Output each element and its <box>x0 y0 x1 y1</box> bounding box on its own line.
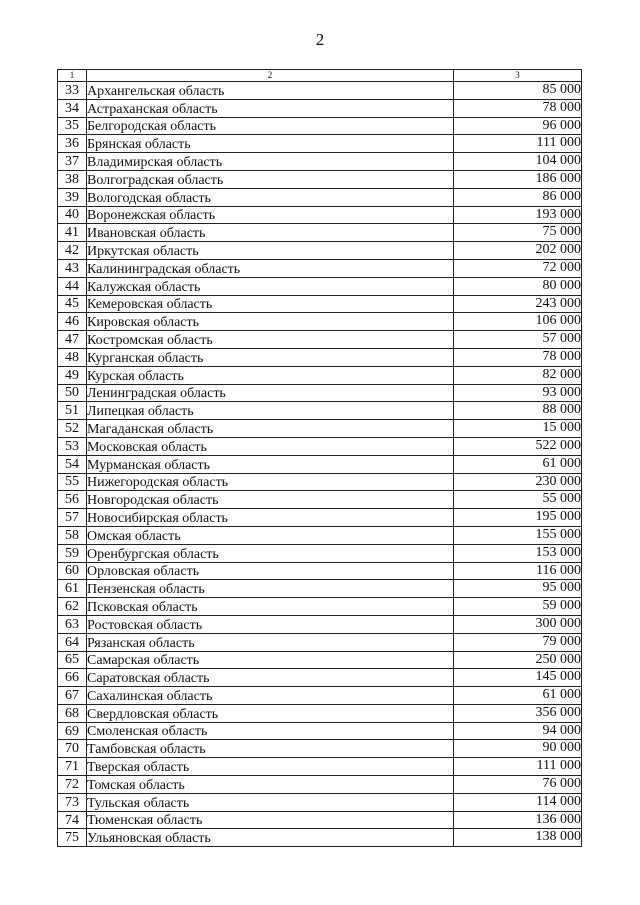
region-name-cell: Магаданская область <box>87 420 454 438</box>
region-name-cell: Смоленская область <box>87 722 454 740</box>
regions-table <box>57 69 582 847</box>
region-name-cell: Курганская область <box>87 348 454 366</box>
region-name-cell: Псковская область <box>87 598 454 616</box>
table-row <box>58 473 582 491</box>
table-row <box>58 562 582 580</box>
table-row <box>58 135 582 153</box>
value-cell: 79 000 <box>454 633 582 651</box>
region-name-cell: Вологодская область <box>87 188 454 206</box>
table-row <box>58 348 582 366</box>
table-row <box>58 598 582 616</box>
table-row <box>58 384 582 402</box>
table-row <box>58 740 582 758</box>
region-name-cell: Тульская область <box>87 793 454 811</box>
row-number-cell: 51 <box>58 402 87 420</box>
region-name-cell: Иркутская область <box>87 242 454 260</box>
table-row <box>58 651 582 669</box>
row-number-cell: 71 <box>58 758 87 776</box>
value-cell: 90 000 <box>454 740 582 758</box>
region-name-cell: Костромская область <box>87 331 454 349</box>
value-cell: 356 000 <box>454 704 582 722</box>
row-number-cell: 64 <box>58 633 87 651</box>
column-header-region: 2 <box>87 70 454 82</box>
value-cell: 61 000 <box>454 687 582 705</box>
region-name-cell: Калининградская область <box>87 259 454 277</box>
table-row <box>58 117 582 135</box>
region-name-cell: Кировская область <box>87 313 454 331</box>
region-name-cell: Владимирская область <box>87 153 454 171</box>
table-row <box>58 829 582 847</box>
region-name-cell: Тверская область <box>87 758 454 776</box>
value-cell: 193 000 <box>454 206 582 224</box>
value-cell: 75 000 <box>454 224 582 242</box>
row-number-cell: 63 <box>58 615 87 633</box>
value-cell: 145 000 <box>454 669 582 687</box>
region-name-cell: Ульяновская область <box>87 829 454 847</box>
value-cell: 250 000 <box>454 651 582 669</box>
table-row <box>58 491 582 509</box>
region-name-cell: Тамбовская область <box>87 740 454 758</box>
row-number-cell: 45 <box>58 295 87 313</box>
region-name-cell: Самарская область <box>87 651 454 669</box>
row-number-cell: 70 <box>58 740 87 758</box>
row-number-cell: 58 <box>58 526 87 544</box>
region-name-cell: Кемеровская область <box>87 295 454 313</box>
row-number-cell: 74 <box>58 811 87 829</box>
table-row <box>58 687 582 705</box>
value-cell: 76 000 <box>454 776 582 794</box>
table-row <box>58 170 582 188</box>
value-cell: 61 000 <box>454 455 582 473</box>
value-cell: 153 000 <box>454 544 582 562</box>
table-row <box>58 153 582 171</box>
table-row <box>58 793 582 811</box>
row-number-cell: 60 <box>58 562 87 580</box>
region-name-cell: Томская область <box>87 776 454 794</box>
value-cell: 111 000 <box>454 758 582 776</box>
value-cell: 300 000 <box>454 615 582 633</box>
value-cell: 82 000 <box>454 366 582 384</box>
row-number-cell: 42 <box>58 242 87 260</box>
value-cell: 195 000 <box>454 509 582 527</box>
table-row <box>58 206 582 224</box>
value-cell: 72 000 <box>454 259 582 277</box>
value-cell: 57 000 <box>454 331 582 349</box>
row-number-cell: 43 <box>58 259 87 277</box>
row-number-cell: 48 <box>58 348 87 366</box>
row-number-cell: 54 <box>58 455 87 473</box>
table-row <box>58 99 582 117</box>
row-number-cell: 36 <box>58 135 87 153</box>
value-cell: 116 000 <box>454 562 582 580</box>
table-row <box>58 259 582 277</box>
row-number-cell: 47 <box>58 331 87 349</box>
table-header-row <box>58 70 582 82</box>
table-row <box>58 420 582 438</box>
region-name-cell: Пензенская область <box>87 580 454 598</box>
row-number-cell: 62 <box>58 598 87 616</box>
value-cell: 59 000 <box>454 598 582 616</box>
table-row <box>58 704 582 722</box>
table-row <box>58 224 582 242</box>
table-row <box>58 313 582 331</box>
table-row <box>58 722 582 740</box>
table-row <box>58 331 582 349</box>
region-name-cell: Рязанская область <box>87 633 454 651</box>
value-cell: 15 000 <box>454 420 582 438</box>
row-number-cell: 33 <box>58 82 87 100</box>
row-number-cell: 46 <box>58 313 87 331</box>
value-cell: 106 000 <box>454 313 582 331</box>
value-cell: 94 000 <box>454 722 582 740</box>
region-name-cell: Калужская область <box>87 277 454 295</box>
region-name-cell: Ростовская область <box>87 615 454 633</box>
region-name-cell: Сахалинская область <box>87 687 454 705</box>
row-number-cell: 55 <box>58 473 87 491</box>
row-number-cell: 44 <box>58 277 87 295</box>
region-name-cell: Курская область <box>87 366 454 384</box>
row-number-cell: 39 <box>58 188 87 206</box>
region-name-cell: Оренбургская область <box>87 544 454 562</box>
region-name-cell: Липецкая область <box>87 402 454 420</box>
table-row <box>58 82 582 100</box>
table-row <box>58 615 582 633</box>
region-name-cell: Астраханская область <box>87 99 454 117</box>
row-number-cell: 41 <box>58 224 87 242</box>
table-row <box>58 277 582 295</box>
row-number-cell: 68 <box>58 704 87 722</box>
region-name-cell: Нижегородская область <box>87 473 454 491</box>
row-number-cell: 66 <box>58 669 87 687</box>
page-number: 2 <box>315 30 325 49</box>
row-number-cell: 61 <box>58 580 87 598</box>
region-name-cell: Новгородская область <box>87 491 454 509</box>
row-number-cell: 53 <box>58 437 87 455</box>
column-header-value: 3 <box>454 70 582 82</box>
column-header-number: 1 <box>58 70 87 82</box>
row-number-cell: 69 <box>58 722 87 740</box>
region-name-cell: Омская область <box>87 526 454 544</box>
table-row <box>58 295 582 313</box>
value-cell: 111 000 <box>454 135 582 153</box>
row-number-cell: 73 <box>58 793 87 811</box>
table-row <box>58 526 582 544</box>
region-name-cell: Саратовская область <box>87 669 454 687</box>
value-cell: 88 000 <box>454 402 582 420</box>
value-cell: 202 000 <box>454 242 582 260</box>
row-number-cell: 65 <box>58 651 87 669</box>
table-row <box>58 544 582 562</box>
region-name-cell: Орловская область <box>87 562 454 580</box>
row-number-cell: 52 <box>58 420 87 438</box>
table-row <box>58 455 582 473</box>
region-name-cell: Новосибирская область <box>87 509 454 527</box>
value-cell: 104 000 <box>454 153 582 171</box>
row-number-cell: 56 <box>58 491 87 509</box>
row-number-cell: 59 <box>58 544 87 562</box>
table-row <box>58 811 582 829</box>
table-row <box>58 776 582 794</box>
row-number-cell: 40 <box>58 206 87 224</box>
value-cell: 80 000 <box>454 277 582 295</box>
row-number-cell: 75 <box>58 829 87 847</box>
region-name-cell: Московская область <box>87 437 454 455</box>
value-cell: 85 000 <box>454 82 582 100</box>
region-name-cell: Ивановская область <box>87 224 454 242</box>
region-name-cell: Мурманская область <box>87 455 454 473</box>
value-cell: 138 000 <box>454 829 582 847</box>
region-name-cell: Волгоградская область <box>87 170 454 188</box>
value-cell: 55 000 <box>454 491 582 509</box>
value-cell: 93 000 <box>454 384 582 402</box>
table-body <box>58 70 582 847</box>
row-number-cell: 49 <box>58 366 87 384</box>
value-cell: 86 000 <box>454 188 582 206</box>
value-cell: 522 000 <box>454 437 582 455</box>
value-cell: 230 000 <box>454 473 582 491</box>
table-row <box>58 437 582 455</box>
value-cell: 95 000 <box>454 580 582 598</box>
table-row <box>58 188 582 206</box>
region-name-cell: Ленинградская область <box>87 384 454 402</box>
row-number-cell: 37 <box>58 153 87 171</box>
value-cell: 78 000 <box>454 99 582 117</box>
value-cell: 155 000 <box>454 526 582 544</box>
value-cell: 136 000 <box>454 811 582 829</box>
table-row <box>58 366 582 384</box>
region-name-cell: Архангельская область <box>87 82 454 100</box>
value-cell: 96 000 <box>454 117 582 135</box>
region-name-cell: Тюменская область <box>87 811 454 829</box>
region-name-cell: Свердловская область <box>87 704 454 722</box>
value-cell: 186 000 <box>454 170 582 188</box>
table-row <box>58 633 582 651</box>
value-cell: 243 000 <box>454 295 582 313</box>
region-name-cell: Белгородская область <box>87 117 454 135</box>
table-row <box>58 402 582 420</box>
region-name-cell: Воронежская область <box>87 206 454 224</box>
row-number-cell: 57 <box>58 509 87 527</box>
value-cell: 78 000 <box>454 348 582 366</box>
table-row <box>58 509 582 527</box>
table-row <box>58 758 582 776</box>
row-number-cell: 34 <box>58 99 87 117</box>
row-number-cell: 35 <box>58 117 87 135</box>
row-number-cell: 67 <box>58 687 87 705</box>
table-row <box>58 242 582 260</box>
row-number-cell: 50 <box>58 384 87 402</box>
region-name-cell: Брянская область <box>87 135 454 153</box>
row-number-cell: 72 <box>58 776 87 794</box>
value-cell: 114 000 <box>454 793 582 811</box>
table-row <box>58 669 582 687</box>
row-number-cell: 38 <box>58 170 87 188</box>
table-row <box>58 580 582 598</box>
